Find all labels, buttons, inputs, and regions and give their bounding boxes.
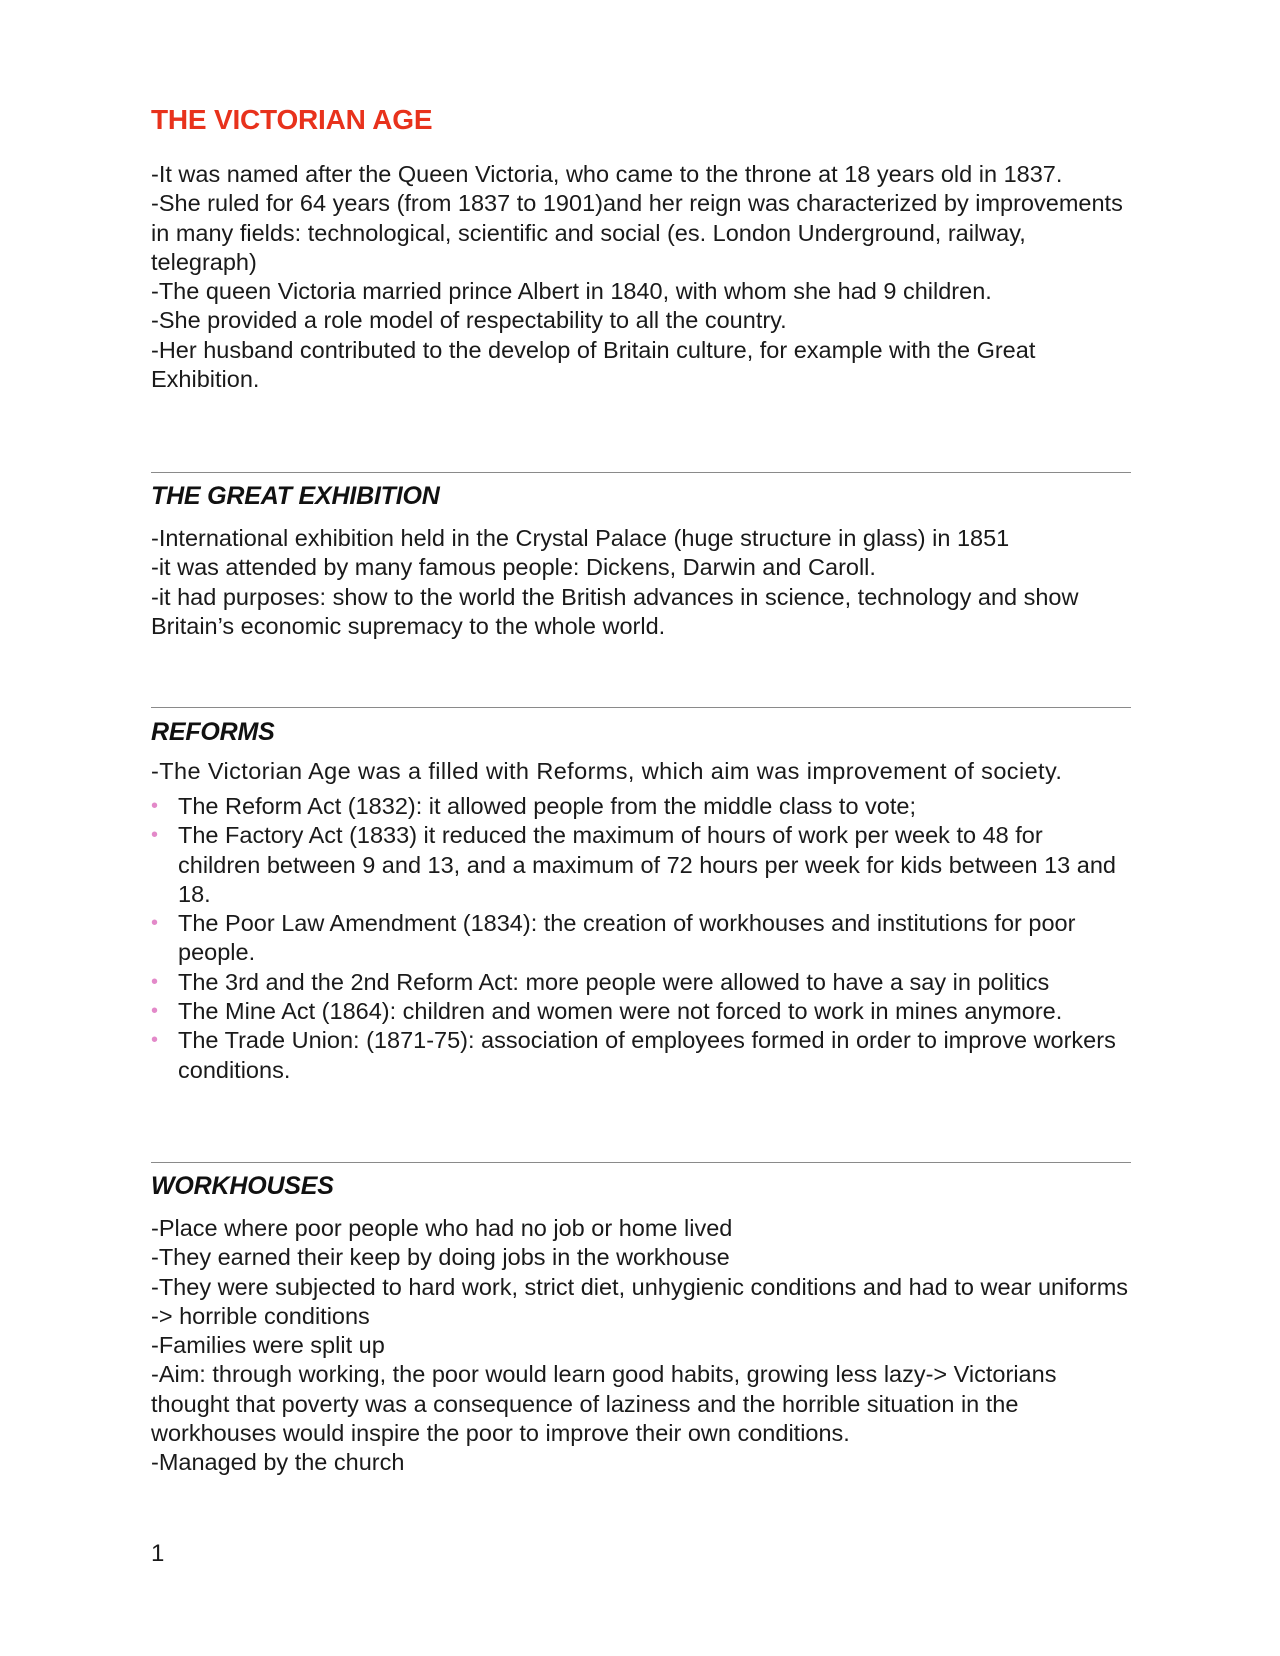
page-number: 1 [151,1540,165,1567]
list-item-text: The Factory Act (1833) it reduced the maximum of hours of work per week to 48 for children between 9 and 13, and a maximum of 72 hours per week for kids between 13 and 18. [178,822,1116,907]
reforms-list [151,792,1131,1085]
list-item [151,968,1131,997]
workhouses-heading: WORKHOUSES [151,1172,334,1200]
workhouses-line: -Place where poor people who had no job or home lived [151,1215,733,1241]
intro-line: -She ruled for 64 years (from 1837 to 1901)and her reign was characterized by improvements in many fields: technological, scientific and social (es. London Underground, railway, telegraph) [151,190,1123,275]
intro-section [151,160,1131,394]
intro-line: -It was named after the Queen Victoria, who came to the throne at 18 years old in 1837. [151,161,1063,187]
list-item-text: The Mine Act (1864): children and women were not forced to work in mines anymore. [178,998,1063,1025]
exhibition-line: -it was attended by many famous people: Dickens, Darwin and Caroll. [151,554,876,581]
bullet-icon: • [151,795,159,817]
great-exhibition-section [151,524,1131,641]
bullet-icon: • [151,1029,159,1052]
intro-line: -She provided a role model of respectability to all the country. [151,307,787,334]
workhouses-line: -They were subjected to hard work, strict diet, unhygienic conditions and had to wear uniforms -> horrible conditions [151,1273,1129,1329]
section-divider [151,472,1131,473]
workhouses-line: -They earned their keep by doing jobs in the workhouse [151,1244,730,1271]
bullet-icon: • [151,912,159,935]
workhouses-line: -Managed by the church [151,1449,405,1476]
bullet-icon: • [151,1000,159,1023]
list-item [151,1026,1131,1085]
list-item [151,997,1131,1026]
reforms-intro: -The Victorian Age was a filled with Reforms, which aim was improvement of society. [151,758,1063,784]
bullet-icon: • [151,970,159,993]
list-item [151,821,1131,909]
bullet-icon: • [151,824,159,847]
reforms-section [151,754,1131,1085]
section-divider [151,1162,1131,1163]
exhibition-line: -it had purposes: show to the world the British advances in science, technology and show Britain’s economic supremacy to the whole world. [151,583,1079,639]
page-title: THE VICTORIAN AGE [151,104,433,135]
section-divider [151,707,1131,708]
list-item-text: The Poor Law Amendment (1834): the creation of workhouses and institutions for poor people. [178,910,1076,966]
workhouses-line: -Families were split up [151,1332,385,1359]
list-item [151,792,1131,821]
list-item-text: The Reform Act (1832): it allowed people from the middle class to vote; [178,793,916,819]
exhibition-line: -International exhibition held in the Crystal Palace (huge structure in glass) in 1851 [151,525,1010,551]
document-page [151,0,1131,1656]
intro-line: -Her husband contributed to the develop of Britain culture, for example with the Great Exhibition. [151,336,1036,393]
reforms-heading: REFORMS [151,718,275,746]
list-item-text: The Trade Union: (1871-75): association of employees formed in order to improve workers conditions. [178,1027,1116,1083]
workhouses-line: -Aim: through working, the poor would learn good habits, growing less lazy-> Victorians thought that poverty was a consequence of laziness and the horrible situation in the workhouses would inspire the poor to improve their own conditions. [151,1361,1057,1447]
great-exhibition-heading: THE GREAT EXHIBITION [151,482,440,510]
list-item [151,909,1131,968]
list-item-text: The 3rd and the 2nd Reform Act: more people were allowed to have a say in politics [178,968,1050,995]
intro-line: -The queen Victoria married prince Albert in 1840, with whom she had 9 children. [151,278,992,305]
workhouses-section [151,1214,1131,1478]
